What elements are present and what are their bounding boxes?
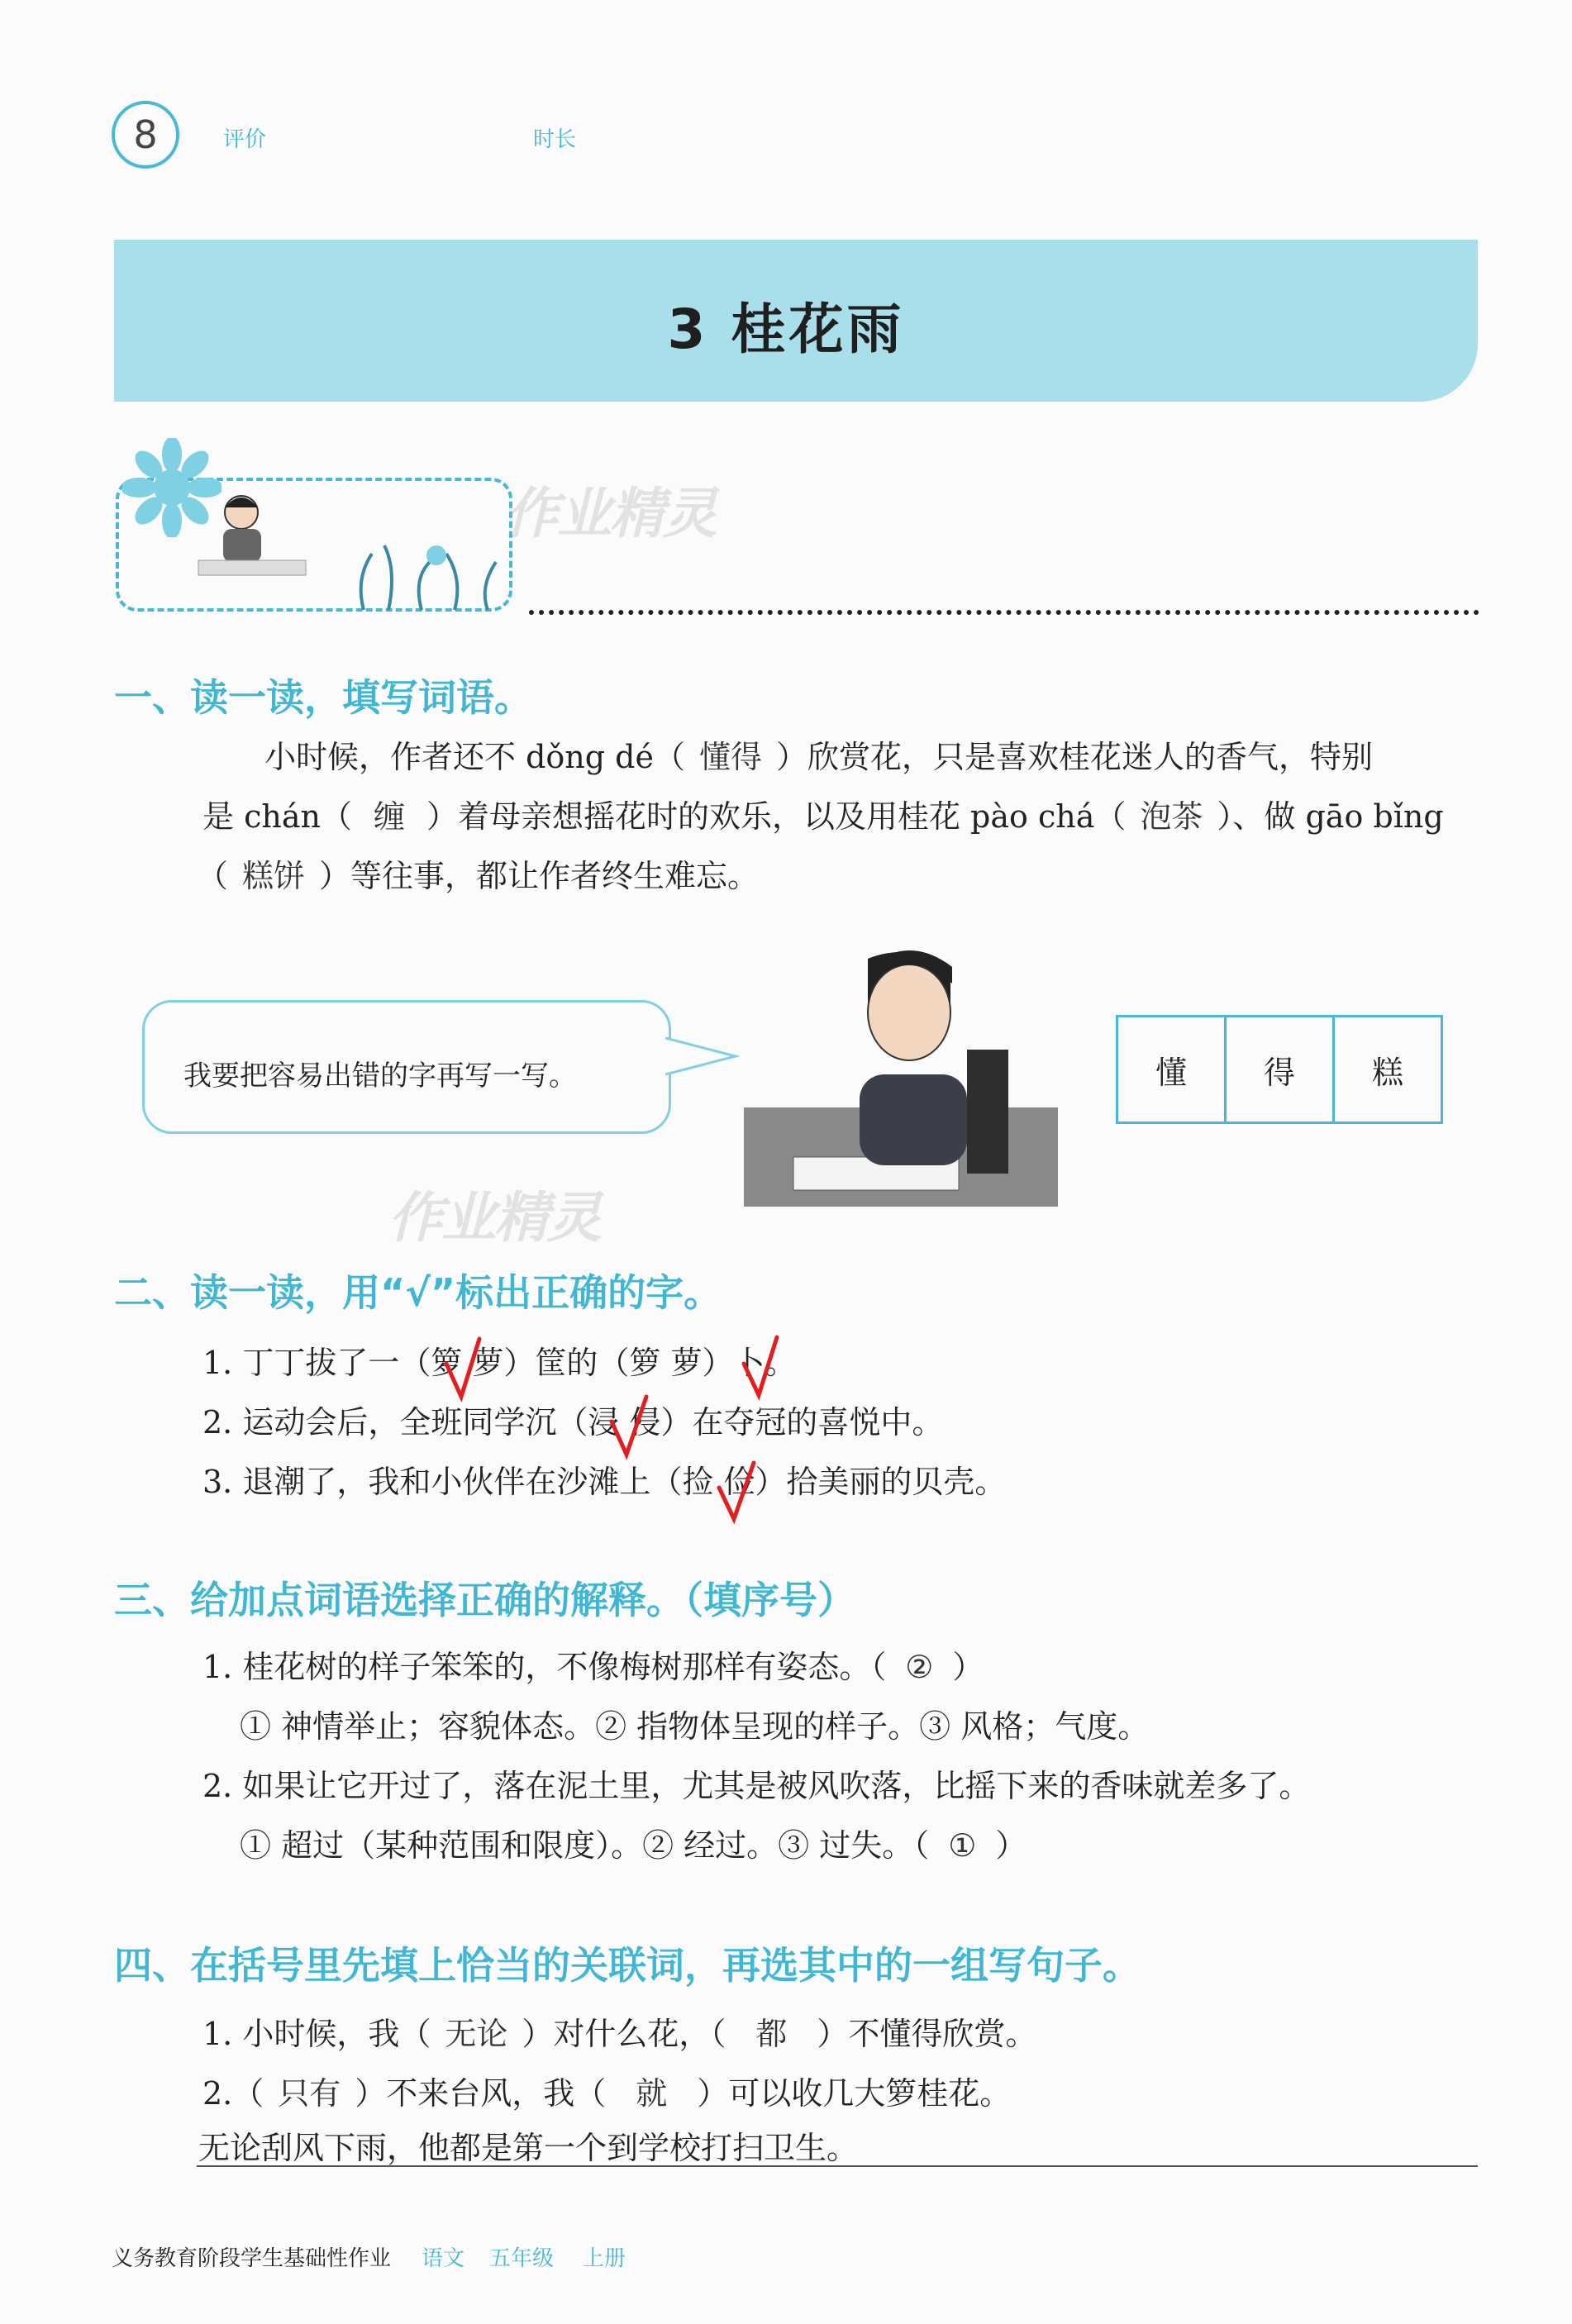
answer-chan: 缠 (373, 798, 405, 835)
practice-char-grid (1116, 1015, 1443, 1124)
boy-studying-illustration (190, 488, 314, 587)
speech-text: 我要把容易出错的字再写一写。 (183, 1060, 577, 1093)
section2-item2: 2. 运动会后，全班同学沉（浸 侵）在夺冠的喜悦中。 (202, 1404, 944, 1441)
check-mark-1 (446, 1339, 479, 1397)
answer-line (197, 2165, 1478, 2167)
eval-label: 评价 (223, 127, 267, 152)
section1-heading: 一、读一读，填写词语。 (114, 675, 532, 720)
check-marks (430, 1331, 826, 1537)
speech-bubble-tail (665, 1033, 740, 1083)
check-mark-2 (744, 1337, 777, 1395)
answer-dongde: 懂得 (698, 739, 762, 775)
section3-heading: 三、给加点词语选择正确的解释。（填序号） (114, 1578, 855, 1622)
section1-line3: （ 糕饼 ）等往事，都让作者终生难忘。 (197, 846, 1436, 906)
practice-char-3: 糕 (1371, 1054, 1403, 1091)
watermark-2: 作业精灵 (388, 1186, 600, 1250)
section3-q2: 2. 如果让它开过了，落在泥土里，尤其是被风吹落，比摇下来的香味就差多了。 (202, 1768, 1311, 1804)
section4-heading: 四、在括号里先填上恰当的关联词，再选其中的一组写句子。 (114, 1943, 1141, 1988)
section2-item1: 1. 丁丁拔了一（箩 萝）筐的（箩 萝）卜。 (202, 1345, 797, 1381)
dotted-divider (529, 610, 1479, 615)
plants-decoration (347, 537, 512, 612)
section3-q1: 1. 桂花树的样子笨笨的，不像梅树那样有姿态。（ ② ） (202, 1649, 984, 1685)
page-number: 8 (112, 101, 179, 169)
lesson-title: 3 桂花雨 (667, 298, 905, 361)
footer-grade: 五年级 (489, 2246, 555, 2271)
section1-line2: 是 chán（ 缠 ）着母亲想摇花时的欢乐，以及用桂花 pào chá（ 泡茶 ）、做 gāo bǐng (202, 787, 1492, 846)
section4-sentence-answer: 无论刮风下雨，他都是第一个到学校打扫卫生。 (198, 2130, 859, 2166)
check-mark-4 (719, 1463, 754, 1519)
section1-line1: 小时候，作者还不 dǒng dé（ 懂得 ）欣赏花，只是喜欢桂花迷人的香气，特别 (264, 727, 1479, 787)
answer-gaobing: 糕饼 (242, 858, 306, 894)
practice-char-2: 得 (1227, 1017, 1335, 1122)
watermark: 作业精灵 (504, 482, 716, 545)
footer-book: 义务教育阶段学生基础性作业 (112, 2246, 392, 2271)
section2-heading: 二、读一读，用“√”标出正确的字。 (114, 1270, 722, 1315)
answer-paocha: 泡茶 (1140, 798, 1203, 835)
section3-q1-options: ① 神情举止；容貌体态。② 指物体呈现的样子。③ 风格；气度。 (240, 1708, 1150, 1745)
footer-subject: 语文 (422, 2246, 465, 2271)
section2-item3: 3. 退潮了，我和小伙伴在沙滩上（捡 俭）拾美丽的贝壳。 (202, 1464, 1007, 1500)
check-mark-3 (612, 1397, 646, 1455)
section3-q2-answer: ① (948, 1827, 977, 1864)
boy-writing-illustration (744, 950, 1058, 1207)
section3-q1-answer: ② (905, 1649, 934, 1685)
section4-q2-answer-b: 就 (636, 2075, 668, 2112)
section4-q1-answer-a: 无论 (445, 2016, 508, 2052)
section4-q1-answer-b: 都 (755, 2016, 788, 2052)
practice-char-1: 懂 (1118, 1017, 1227, 1122)
section4-q2-answer-a: 只有 (278, 2075, 341, 2112)
duration-label: 时长 (533, 127, 577, 152)
section3-q2-options: ① 超过（某种范围和限度）。② 经过。③ 过失。（ ① ） (240, 1827, 1027, 1864)
footer-volume: 上册 (583, 2246, 626, 2271)
section4-q2: 2.（ 只有 ）不来台风，我（ 就 ）可以收几大箩桂花。 (202, 2068, 1011, 2113)
section4-q1: 1. 小时候，我（ 无论 ）对什么花，（ 都 ）不懂得欣赏。 (202, 2008, 1036, 2054)
